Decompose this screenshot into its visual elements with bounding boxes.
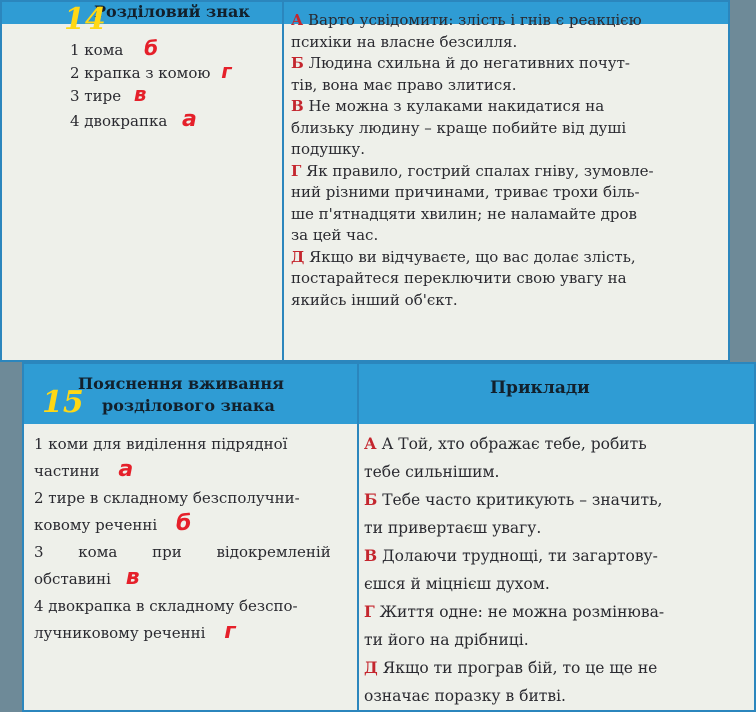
- sentence-d: [364, 654, 752, 710]
- task-15-option: [34, 432, 352, 486]
- sentence-line: близьку людину – краще побийте від душі: [291, 118, 627, 137]
- task-15-header-left-line1: Пояснення вживання: [78, 374, 284, 393]
- sentence-line: ше п'ятнадцяти хвилин; не наламайте дров: [291, 204, 637, 223]
- handwritten-answer: в: [133, 82, 147, 106]
- task-14-option: [70, 107, 275, 133]
- task-14-column-divider: [282, 2, 284, 360]
- sentence-line: Якщо ти програв бій, то це ще не: [382, 659, 658, 677]
- sentence-line: А Той, хто ображає тебе, робить: [381, 435, 647, 453]
- task-15-option: [34, 594, 352, 648]
- sentence-a: [364, 430, 752, 486]
- task-15-option: [34, 486, 352, 540]
- task-14-option: [70, 82, 275, 110]
- task-14-sentences: [291, 10, 727, 311]
- task-15-table: [22, 362, 756, 712]
- sentence-line: Варто усвідомити: злість і гнів є реакцією: [308, 11, 642, 29]
- sentence-a: [291, 10, 727, 53]
- sentence-line: психіки на власне безсилля.: [291, 32, 518, 51]
- task-14-options: [70, 36, 275, 133]
- sentence-letter: А: [291, 11, 304, 29]
- option-text: 3 тире: [70, 87, 122, 105]
- sentence-line: Долаючи труднощі, ти загартову-: [382, 547, 658, 565]
- sentence-line: за цей час.: [291, 226, 379, 244]
- task-14-header-left: Розділовий знак: [94, 2, 250, 21]
- sentence-line: постарайтеся переключити свою увагу на: [291, 269, 627, 287]
- sentence-line: Як правило, гострий спалах гніву, зумовле-: [306, 161, 654, 180]
- sentence-letter: Г: [364, 602, 375, 621]
- task-15-header: [24, 364, 754, 424]
- task-14-table: [0, 0, 730, 362]
- sentence-line: означає поразку в битві.: [364, 687, 566, 705]
- task-15-option: [34, 540, 352, 594]
- sentence-line: ти його на дрібниці.: [364, 631, 529, 649]
- task-14-option: [70, 36, 275, 62]
- option-line: 2 тире в складному безсполучни-: [34, 489, 300, 507]
- task-14-number: 14: [64, 2, 106, 37]
- option-line: частини: [34, 462, 100, 480]
- sentence-line: якийсь інший об'єкт.: [291, 290, 458, 309]
- sentence-h: [364, 598, 752, 654]
- sentence-line: Не можна з кулаками накидатися на: [308, 97, 605, 115]
- sentence-b: [291, 53, 727, 96]
- handwritten-answer: г: [224, 619, 236, 644]
- task-15-number: 15: [42, 385, 84, 420]
- task-15-header-left-line2: розділового знака: [102, 396, 275, 415]
- sentence-line: ний різними причинами, триває трохи біль-: [291, 183, 640, 201]
- task-15-header-right: Приклади: [490, 378, 590, 398]
- sentence-letter: Б: [291, 54, 304, 72]
- task-15-options: [34, 432, 352, 648]
- sentence-line: тебе сильнішим.: [364, 463, 500, 481]
- task-15-column-divider: [357, 364, 359, 710]
- sentence-letter: В: [364, 546, 378, 565]
- handwritten-answer: б: [144, 36, 159, 60]
- sentence-letter: Д: [291, 247, 305, 266]
- handwritten-answer: б: [176, 511, 192, 536]
- sentence-letter: Б: [364, 490, 378, 509]
- option-line: 4 двокрапка в складному безспо-: [34, 597, 298, 615]
- handwritten-answer: в: [125, 565, 140, 590]
- sentence-v: [291, 96, 727, 161]
- option-text: 4 двокрапка: [70, 112, 168, 130]
- option-line: лучниковому реченні: [34, 624, 206, 642]
- option-line: обставині: [34, 570, 111, 588]
- option-line: 3 кома при відокремленій: [34, 543, 331, 561]
- sentence-line: подушку.: [291, 140, 366, 158]
- sentence-letter: А: [364, 434, 377, 453]
- task-15-sentences: [364, 430, 752, 710]
- sentence-letter: В: [291, 97, 304, 115]
- handwritten-answer: а: [118, 457, 134, 482]
- sentence-line: ти привертаєш увагу.: [364, 519, 542, 537]
- sentence-line: Тебе часто критикують – значить,: [382, 491, 663, 509]
- sentence-v: [364, 542, 752, 598]
- option-line: ковому реченні: [34, 516, 158, 534]
- sentence-letter: Д: [364, 658, 378, 677]
- handwritten-answer: а: [182, 107, 197, 132]
- sentence-line: Якщо ви відчуваєте, що вас долає злість,: [309, 247, 636, 266]
- task-14-option: [70, 59, 275, 85]
- sentence-line: Життя одне: не можна розмінюва-: [379, 603, 665, 621]
- sentence-d: [291, 247, 727, 312]
- handwritten-answer: г: [221, 59, 232, 83]
- sentence-letter: Г: [291, 161, 302, 180]
- option-text: 1 кома: [70, 41, 124, 59]
- sentence-line: Людина схильна й до негативних почут-: [308, 54, 630, 72]
- option-line: 1 коми для виділення підрядної: [34, 435, 288, 453]
- sentence-line: тів, вона має право злитися.: [291, 75, 517, 94]
- sentence-b: [364, 486, 752, 542]
- sentence-line: єшся й міцнієш духом.: [364, 575, 550, 593]
- sentence-h: [291, 161, 727, 247]
- option-text: 2 крапка з комою: [70, 64, 211, 82]
